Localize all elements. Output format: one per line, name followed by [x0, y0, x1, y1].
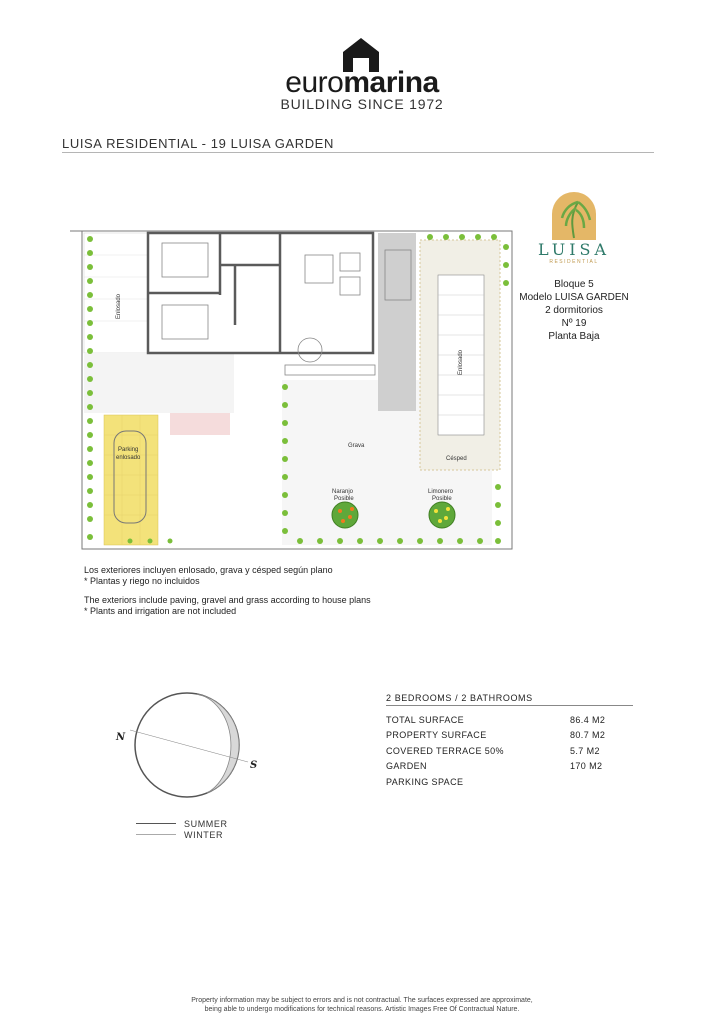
label-limonero: Limonero [428, 489, 454, 495]
title-divider [62, 152, 654, 153]
plan-modelo: Modelo LUISA GARDEN [519, 292, 629, 303]
label-naranjo: Naranjo [332, 489, 354, 495]
spec-label: PARKING SPACE [386, 776, 464, 787]
spec-row [386, 728, 636, 744]
spec-row [386, 759, 636, 775]
spec-row [386, 774, 636, 790]
note-en-line2: * Plants and irrigation are not included [84, 606, 237, 616]
luisa-logo-arch-icon [548, 190, 600, 240]
note-en-line1: The exteriors include paving, gravel and grass according to house plans [84, 595, 371, 605]
lemon-tree-icon [429, 502, 455, 528]
sun-path-diagram [112, 682, 282, 812]
spec-value: 86.4 M2 [570, 714, 606, 725]
label-cesped: Césped [446, 456, 467, 462]
plan-bloque: Bloque 5 [554, 279, 594, 290]
spec-label: TOTAL SURFACE [386, 714, 465, 725]
north-label: N [116, 732, 126, 743]
legend-winter: WINTER [184, 829, 224, 840]
label-naranjo-sub: Posible [334, 496, 354, 502]
spec-label: GARDEN [386, 761, 427, 772]
specs-table [386, 712, 636, 790]
plan-planta: Planta Baja [548, 331, 600, 342]
plan-info [512, 278, 636, 343]
page-title: LUISA RESIDENTIAL - 19 LUISA GARDEN [62, 136, 334, 151]
label-enlosado-left: Enlosado [116, 293, 122, 319]
label-parking: Parking [118, 447, 139, 453]
spec-value: 80.7 M2 [570, 730, 606, 741]
spec-label: COVERED TERRACE 50% [386, 745, 504, 756]
sun-legend [136, 818, 228, 840]
plan-numero: Nº 19 [561, 318, 587, 329]
exterior-notes [84, 565, 371, 617]
parking-area [104, 415, 158, 545]
south-label: S [250, 760, 258, 771]
brand-tagline: BUILDING SINCE 1972 [280, 96, 444, 112]
walkway [378, 233, 416, 411]
brand-part2: marina [343, 66, 439, 99]
luisa-logo-subtitle: RESIDENTIAL [549, 259, 599, 265]
spec-label: PROPERTY SURFACE [386, 730, 487, 741]
legend-summer: SUMMER [184, 818, 228, 829]
note-es-line1: Los exteriores incluyen enlosado, grava y césped según plano [84, 565, 333, 575]
brand-part1: euro [285, 66, 344, 99]
spec-value: 170 M2 [570, 761, 603, 772]
label-grava: Grava [348, 443, 365, 449]
specs-heading: 2 BEDROOMS / 2 BATHROOMS [386, 693, 533, 703]
brand-wordmark [0, 66, 724, 100]
footer-disclaimer [0, 996, 724, 1014]
luisa-logo-name: LUISA [537, 240, 611, 259]
spec-value: 5.7 M2 [570, 745, 600, 756]
label-parking-sub: enlosado [116, 455, 141, 461]
disclaimer-line2: being able to undergo modifications for technical reasons. Artistic Images Free Of Contractual Nature. [204, 1006, 520, 1013]
plan-dormitorios: 2 dormitorios [545, 305, 603, 316]
specs-divider [386, 705, 633, 706]
orange-tree-icon [332, 502, 358, 528]
disclaimer-line1: Property information may be subject to errors and is not contractual. The surfaces expressed are approximate, [191, 997, 533, 1004]
spec-row [386, 743, 636, 759]
floor-plan [70, 225, 520, 555]
label-enlosado-right: Enlosado [458, 349, 464, 375]
note-es-line2: * Plantas y riego no incluidos [84, 576, 200, 586]
spec-row [386, 712, 636, 728]
label-limonero-sub: Posible [432, 496, 452, 502]
